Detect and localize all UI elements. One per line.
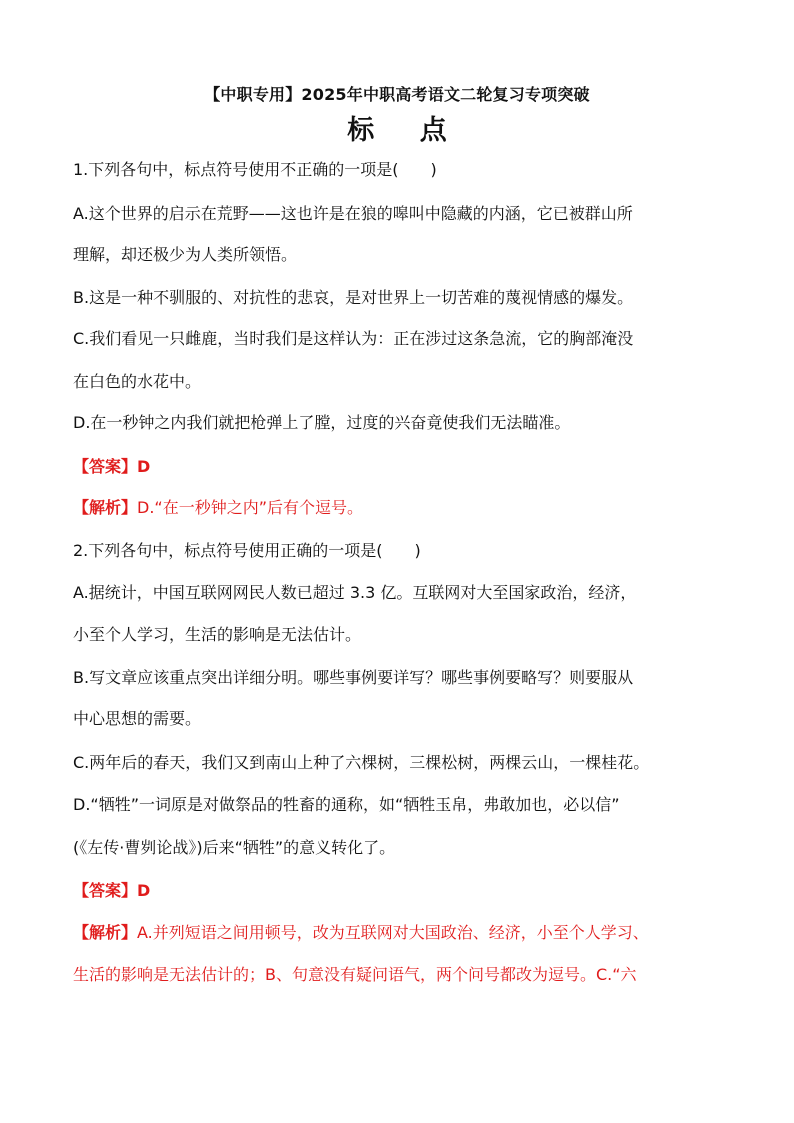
- question-2-stem: 2.下列各句中，标点符号使用正确的一项是( ): [73, 541, 421, 560]
- question-1-analysis: [73, 497, 733, 519]
- question-2-analysis-line2: 生活的影响是无法估计的；B、句意没有疑问语气，两个问号都改为逗号。C.“六: [73, 965, 637, 984]
- question-2-option-b-line1: B.写文章应该重点突出详细分明。哪些事例要详写？哪些事例要略写？则要服从: [73, 668, 634, 687]
- question-2-option-d-line2: (《左传·曹刿论战》)后来“牺牲”的意义转化了。: [73, 838, 396, 857]
- question-1-option-c-line1: C.我们看见一只雌鹿，当时我们是这样认为：正在涉过这条急流，它的胸部淹没: [73, 329, 634, 348]
- answer-value: D: [137, 881, 151, 900]
- question-1-stem: 1.下列各句中，标点符号使用不正确的一项是( ): [73, 160, 437, 179]
- question-1-option-c-line2: 在白色的水花中。: [73, 372, 202, 391]
- analysis-text: D.“在一秒钟之内”后有个逗号。: [137, 498, 364, 517]
- answer-tag: 【答案】: [73, 881, 138, 900]
- document-title: 标 点: [347, 115, 465, 146]
- question-2-option-a-line1: A.据统计，中国互联网网民人数已超过 3.3 亿。互联网对大至国家政治，经济，: [73, 583, 637, 602]
- question-1-answer: [73, 456, 733, 478]
- question-2-option-b-line2: 中心思想的需要。: [73, 709, 202, 728]
- question-2-analysis-line1: [73, 922, 733, 944]
- question-1-option-a-line1: A.这个世界的启示在荒野——这也许是在狼的嗥叫中隐藏的内涵，它已被群山所: [73, 204, 633, 223]
- analysis-text: A.并列短语之间用顿号，改为互联网对大国政治、经济，小至个人学习、: [137, 923, 649, 942]
- answer-tag: 【答案】: [73, 457, 138, 476]
- analysis-tag: 【解析】: [73, 498, 138, 517]
- question-1-option-a-line2: 理解，却还极少为人类所领悟。: [73, 245, 298, 264]
- question-1-option-d: D.在一秒钟之内我们就把枪弹上了膛，过度的兴奋竟使我们无法瞄准。: [73, 413, 571, 432]
- question-2-answer: [73, 880, 733, 902]
- question-1-option-b: B.这是一种不驯服的、对抗性的悲哀，是对世界上一切苦难的蔑视情感的爆发。: [73, 288, 634, 307]
- analysis-tag: 【解析】: [73, 923, 138, 942]
- question-2-option-c: C.两年后的春天，我们又到南山上种了六棵树，三棵松树，两棵云山，一棵桂花。: [73, 753, 650, 772]
- question-2-option-d-line1: D.“牺牲”一词原是对做祭品的牲畜的通称，如“牺牲玉帛，弗敢加也，必以信”: [73, 795, 620, 814]
- question-2-option-a-line2: 小至个人学习，生活的影响是无法估计。: [73, 625, 362, 644]
- answer-value: D: [137, 457, 151, 476]
- document-subtitle: 【中职专用】2025年中职高考语文二轮复习专项突破: [204, 85, 590, 104]
